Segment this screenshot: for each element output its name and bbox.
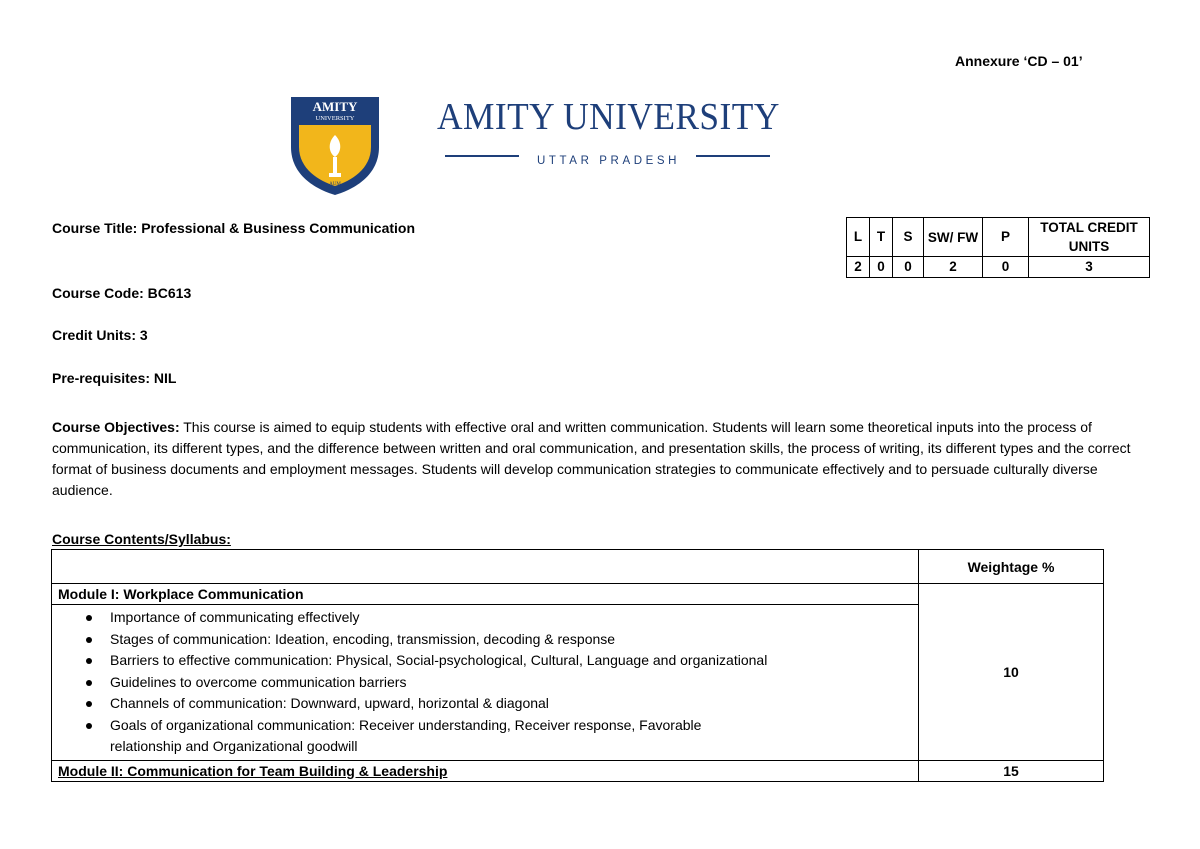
syllabus-title: Course Contents/Syllabus: [52,531,231,547]
module-2-row [52,760,1104,781]
module-1-title: Module I: Workplace Communication [52,584,919,605]
logo-rule-right [696,155,770,157]
annexure-label: Annexure ‘CD – 01’ [955,53,1083,69]
syllabus-table [51,549,1104,782]
university-state: UTTAR PRADESH [537,155,681,167]
university-name: AMITY UNIVERSITY [437,96,780,138]
credit-header-swfw: SW/ FW [924,218,983,257]
credit-value-t: 0 [870,257,893,278]
shield-text-bottom: UNIVERSITY [315,115,355,122]
objectives-label: Course Objectives: [52,419,180,435]
credit-table-header-row [847,218,1150,257]
shield-motto: AUM [329,182,341,187]
module-2-title: Module II: Communication for Team Building & Leadership [58,762,448,779]
list-item: Stages of communication: Ideation, encoding, transmission, decoding & response [110,629,918,651]
course-title: Course Title: Professional & Business Communication [52,220,416,236]
credit-table [846,217,1150,278]
credit-value-p: 0 [983,257,1029,278]
weightage-header: Weightage % [919,550,1104,584]
course-objectives [52,417,1152,501]
module-1-topic-list [52,605,918,760]
credit-header-p: P [983,218,1029,257]
credit-value-l: 2 [847,257,870,278]
module-2-weightage: 15 [919,760,1104,781]
credit-value-s: 0 [893,257,924,278]
syllabus-header-blank [52,550,919,584]
list-item: Channels of communication: Downward, upward, horizontal & diagonal [110,693,918,715]
list-item: Importance of communicating effectively [110,607,918,629]
credit-value-swfw: 2 [924,257,983,278]
list-item: Guidelines to overcome communication barriers [110,672,918,694]
credit-header-l: L [847,218,870,257]
credit-table-value-row [847,257,1150,278]
list-item: Goals of organizational communication: Receiver understanding, Receiver response, Favorable relationship and Organizational goodwill [110,715,918,758]
objectives-text: This course is aimed to equip students with effective oral and written communication. Students will learn some theoretical inputs into the process of communication, its different types, and the difference between written and oral communication, and presentation skills, the process of writing, its different types and the correct format of business documents and employment messages. Students will develop communication strategies to communicate effectively and to persuade culturally diverse audience. [52,419,1131,498]
module-1-weightage: 10 [919,584,1104,761]
module-1-title-row [52,584,1104,605]
logo-rule-left [445,155,519,157]
syllabus-header-row [52,550,1104,584]
credit-units: Credit Units: 3 [52,327,148,343]
module-1-topics-cell [52,605,919,761]
module-2-title-cell [52,760,919,781]
list-item: Barriers to effective communication: Physical, Social-psychological, Cultural, Language and organizational [110,650,918,672]
pre-requisites: Pre-requisites: NIL [52,370,177,386]
credit-header-total: TOTAL CREDIT UNITS [1029,218,1150,257]
shield-text-top: AMITY [312,99,358,114]
amity-shield-logo [289,95,381,197]
credit-header-t: T [870,218,893,257]
credit-header-s: S [893,218,924,257]
course-code: Course Code: BC613 [52,285,192,301]
credit-value-total: 3 [1029,257,1150,278]
